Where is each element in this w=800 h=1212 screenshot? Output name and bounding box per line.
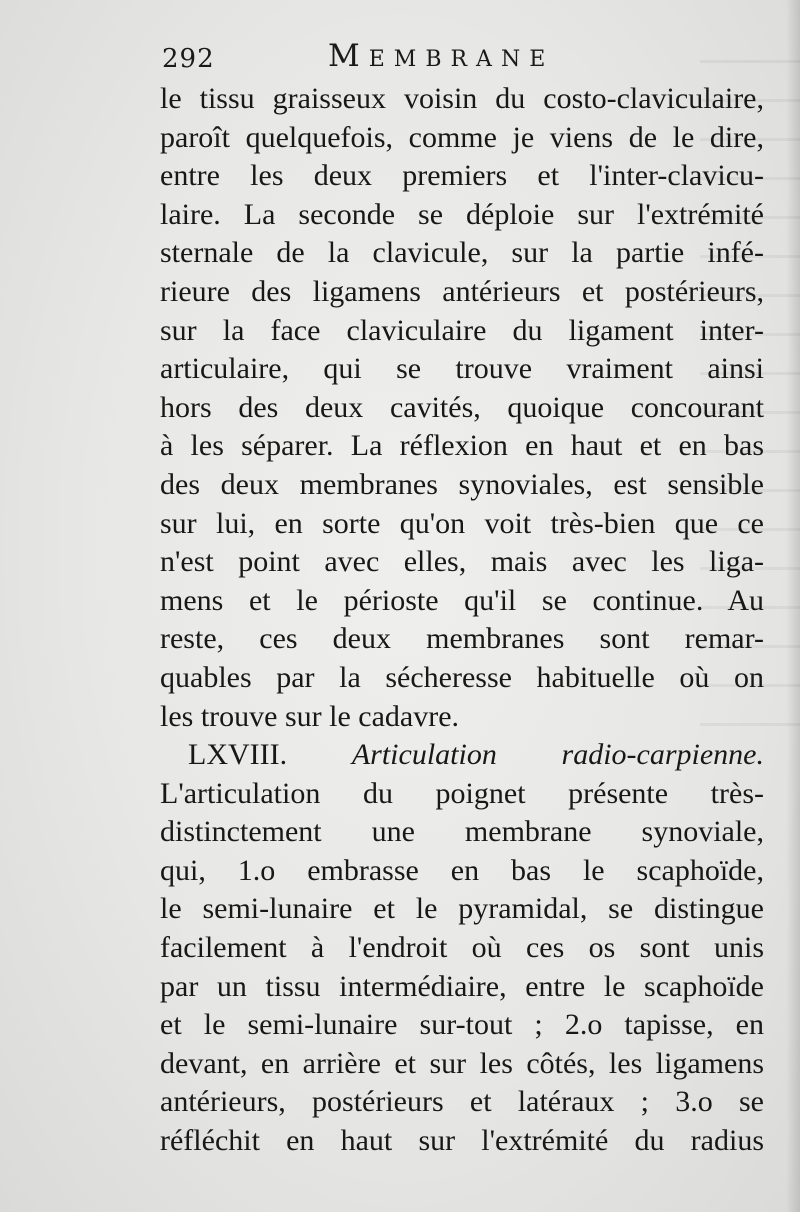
text-line: L'articulation du poignet présente très- [160, 776, 764, 810]
text-line: devant, en arrière et sur les côtés, les ligamens [160, 1046, 764, 1080]
paragraph-continued [160, 80, 764, 736]
text-line: le semi-lunaire et le pyramidal, se distingue [160, 892, 764, 926]
text-line: entre les deux premiers et l'inter-clavicu- [160, 159, 764, 193]
text-line: à les séparer. La réflexion en haut et en bas [160, 429, 764, 463]
text-line: reste, ces deux membranes sont remar- [160, 622, 764, 656]
section-number: LXVIII. [188, 738, 288, 772]
text-line: paroît quelquefois, comme je viens de le dire, [160, 120, 764, 154]
text-line: par un tissu intermédiaire, entre le scaphoïde [160, 969, 764, 1003]
running-head [158, 32, 758, 72]
paragraph-section [160, 775, 764, 1161]
text-line: et le semi-lunaire sur-tout ; 2.o tapisse, en [160, 1008, 764, 1042]
text-line: les trouve sur le cadavre. [160, 699, 460, 733]
text-line: n'est point avec elles, mais avec les liga- [160, 545, 764, 579]
text-line: hors des deux cavités, quoique concourant [160, 390, 764, 424]
text-line: réfléchit en haut sur l'extrémité du radius [160, 1124, 764, 1158]
page-number: 292 [162, 44, 215, 74]
text-line: facilement à l'endroit où ces os sont unis [160, 931, 764, 965]
text-line: sur la face claviculaire du ligament inter- [160, 313, 764, 347]
text-line: des deux membranes synoviales, est sensible [160, 467, 764, 501]
running-title: Membrane [328, 38, 555, 74]
text-line: distinctement une membrane synoviale, [160, 815, 764, 849]
text-line: rieure des ligamens antérieurs et postérieurs, [160, 274, 764, 308]
text-line: sternale de la clavicule, sur la partie infé- [160, 236, 764, 270]
text-line: sur lui, en sorte qu'on voit très-bien que ce [160, 506, 764, 540]
text-line: antérieurs, postérieurs et latéraux ; 3.o se [160, 1085, 764, 1119]
text-line: laire. La seconde se déploie sur l'extrémité [160, 197, 764, 231]
body-text [160, 80, 764, 1161]
text-line: quables par la sécheresse habituelle où on [160, 660, 764, 694]
text-line: le tissu graisseux voisin du costo-claviculaire, [160, 82, 764, 115]
text-line: mens et le périoste qu'il se continue. Au [160, 583, 764, 617]
text-line: qui, 1.o embrasse en bas le scaphoïde, [160, 853, 764, 887]
section-title: Articulation radio-carpienne. [351, 738, 764, 772]
text-line: articulaire, qui se trouve vraiment ainsi [160, 352, 764, 386]
section-heading [160, 736, 764, 775]
